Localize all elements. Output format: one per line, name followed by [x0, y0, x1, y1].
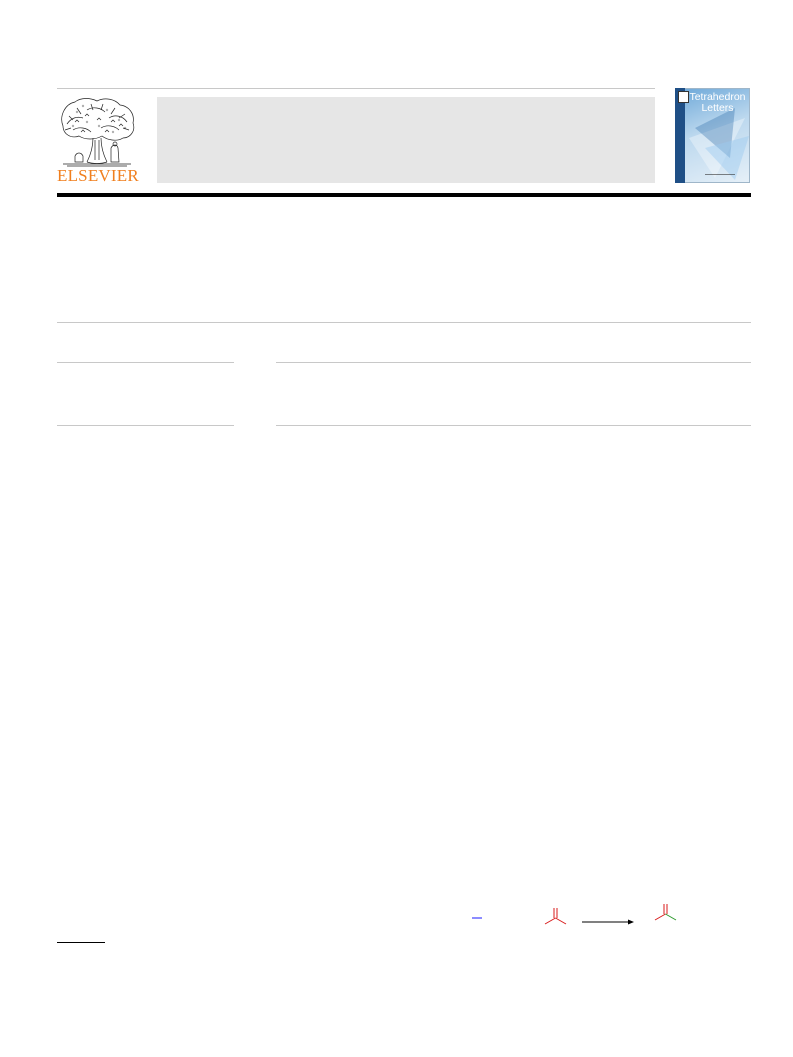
journal-cover-thumbnail: [675, 88, 750, 183]
cover-title: [685, 92, 750, 114]
reaction-arrow-icon: [582, 920, 634, 925]
article-info-bottom-rule: [57, 425, 234, 426]
reactant-structure: [545, 908, 566, 924]
article-title-divider: [57, 322, 751, 323]
abstract-bottom-rule: [276, 425, 751, 426]
cover-title-line2: Letters: [701, 102, 734, 114]
header-top-rule: [57, 88, 655, 89]
abstract-top-rule: [276, 362, 751, 363]
journal-header-banner: [157, 97, 655, 183]
footnote-rule: [57, 942, 105, 943]
tree-logo-icon: [57, 96, 137, 168]
product-structure: [655, 904, 676, 920]
publisher-logo: [57, 96, 137, 186]
article-info-top-rule: [57, 362, 234, 363]
publisher-logo-text: ELSEVIER: [57, 166, 139, 185]
header-thick-rule: [57, 193, 751, 197]
reaction-scheme: [470, 898, 690, 932]
cover-title-line1: Tetrahedron: [689, 91, 746, 103]
